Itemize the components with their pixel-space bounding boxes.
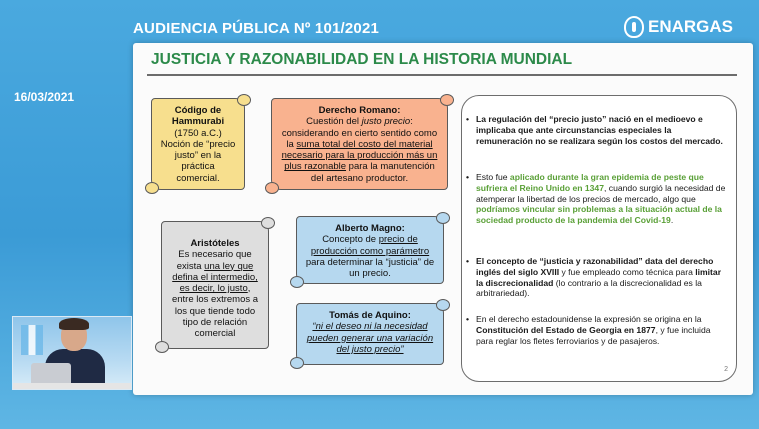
bullet-item — [476, 256, 726, 299]
scroll-text: Concepto de — [322, 234, 379, 246]
bullet-panel — [461, 95, 737, 382]
scroll-text: Es necesario que exista — [176, 249, 252, 272]
scroll-quote: “ni el deseo ni la necesidad pueden generar una variación del justo precio” — [306, 321, 434, 355]
bullet-text: La regulación del “precio justo” nació en el medioevo e implicaba que ante circunstancias especiales la remuneración no se realizara según los costos del mercado. — [476, 114, 723, 146]
scroll-derecho-romano — [271, 98, 448, 190]
scroll-title: Alberto Magno: — [335, 223, 405, 234]
scroll-text: : considerando en cierto sentido como la — [281, 116, 438, 150]
bullet-text-bold: Constitución del Estado de Georgia en 1877 — [476, 324, 656, 335]
bullet-text: , y fue incluida para reglar los fletes ferroviarios y de pasajeros. — [476, 324, 711, 346]
bullet-item — [476, 314, 726, 346]
broadcast-title: AUDIENCIA PÚBLICA Nº 101/2021 — [133, 20, 380, 37]
desk — [13, 383, 131, 389]
scroll-text: para la manutención del artesano productor. — [310, 161, 435, 184]
scroll-text: para determinar la “justicia” de un precio. — [305, 256, 435, 280]
bullet-text: . — [670, 215, 674, 226]
date-label: 16/03/2021 — [14, 90, 75, 104]
scroll-title: Aristóteles — [190, 238, 240, 249]
scroll-text-underline: precio de producción como parámetro — [310, 234, 430, 257]
brand-logo — [624, 16, 733, 38]
speaker-video — [12, 316, 132, 390]
brand-name: ENARGAS — [648, 17, 734, 36]
bullet-text-highlight: aplicado durante la gran epidemia de peste que sufriera el Reino Unido en 1347 — [476, 172, 704, 193]
scroll-text-em: justo precio — [361, 116, 411, 128]
scroll-text: (1750 a.C.) Noción de “precio justo” en la práctica comercial. — [160, 127, 236, 184]
bullet-text: , cuando surgió la necesidad de atemperar la libertad de los precios de mercado, algo que — [476, 182, 726, 204]
scroll-title: Tomás de Aquino: — [329, 310, 411, 321]
scroll-text-underline: una ley que defina el intermedio, es decir, lo justo — [172, 260, 258, 295]
speaker-hair — [59, 318, 89, 330]
scroll-text: , entre los extremos a los que tiende todo tipo de relación comercial — [171, 283, 259, 340]
scroll-text-underline: suma total del costo del material necesario para la producción más un plus razonable — [281, 138, 438, 173]
scroll-tomas-de-aquino — [296, 303, 444, 365]
bullet-text: (lo contrario a la discrecionalidad es la arbitrariedad). — [476, 277, 702, 299]
presentation-slide — [133, 43, 753, 395]
enargas-logo-icon — [624, 16, 644, 38]
scroll-text: Cuestión del — [306, 116, 362, 128]
bullet-text: Esto fue — [476, 172, 510, 182]
bullet-text-highlight: podríamos vincular sin problemas a la situación actual de la sociedad producto de la pandemia del Covid-19 — [476, 204, 722, 226]
scroll-alberto-magno — [296, 216, 444, 284]
bullet-text-bold: limitar la discrecionalidad — [476, 266, 722, 288]
bullet-text: En el derecho estadounidense la expresión se origina en la — [476, 314, 702, 324]
bullet-text-bold: El concepto de “justicia y razonabilidad” data del derecho inglés del siglo XVIII — [476, 256, 714, 277]
scroll-aristoteles — [161, 221, 269, 349]
page-number: 2 — [724, 366, 728, 373]
slide-title: JUSTICIA Y RAZONABILIDAD EN LA HISTORIA MUNDIAL — [151, 51, 573, 68]
scroll-title: Código de Hammurabi — [171, 105, 225, 128]
bullet-item — [476, 172, 726, 226]
flag-icon — [21, 325, 43, 355]
scroll-title: Derecho Romano: — [318, 105, 401, 116]
bullet-item — [476, 114, 726, 146]
scroll-hammurabi — [151, 98, 245, 190]
title-divider — [147, 74, 737, 76]
bullet-text: y fue empleado como técnica para — [559, 266, 696, 277]
